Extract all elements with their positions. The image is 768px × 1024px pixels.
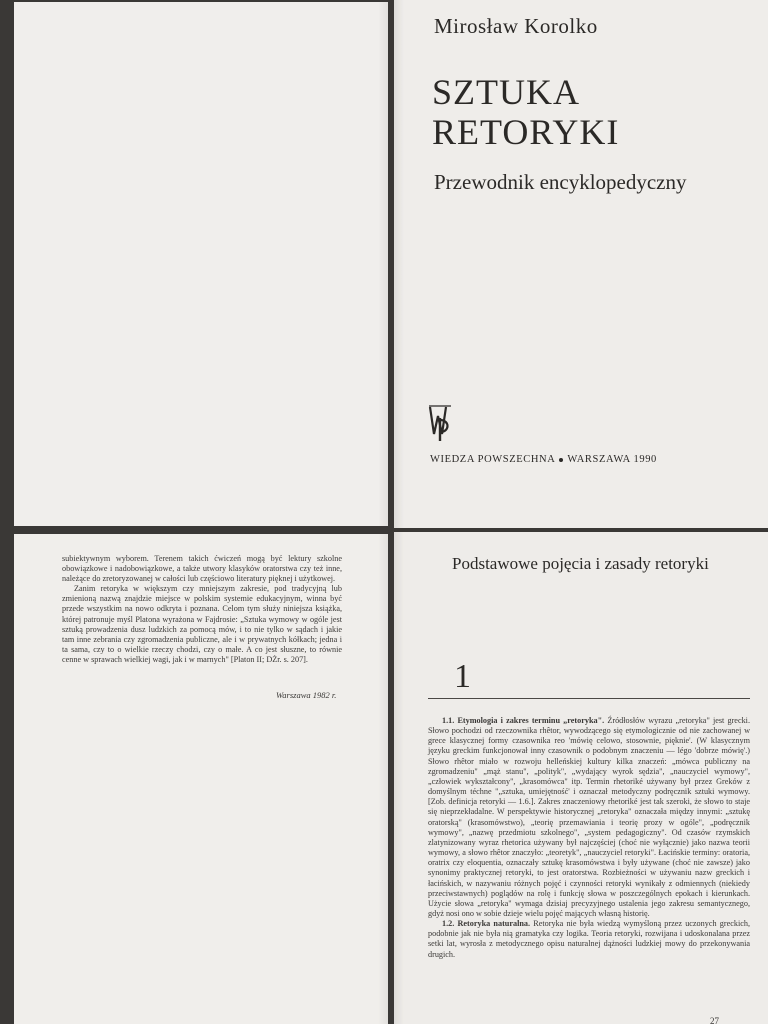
section-heading: 1.2. Retoryka naturalna.: [442, 919, 531, 929]
wp-logo-svg: [428, 404, 452, 442]
chapter-page: [394, 532, 768, 1024]
chapter-heading: Podstawowe pojęcia i zasady retoryki: [452, 554, 709, 573]
book-title-line2: RETORYKI: [432, 112, 620, 152]
page-gutter-shadow: [394, 0, 404, 528]
chapter-body: [428, 716, 750, 960]
separator-dot-icon: [559, 458, 563, 462]
preface-paragraph: Zanim retoryka w większym czy mniejszym zakresie, pod tradycyjną lub zmienioną nazwą znajdzie miejsce w polskim systemie edukacyjnym, winna być przede wszystkim na nowo odkryta i poznana. Celom tym służy niniejsza książka, której patronuje myśl Platona wyrażona w Fajdrosie: „Sztuka wymowy w ogóle jest sztuką prowadzenia dusz ludzkich za pomocą mów, i to nie tylko w sądach i jakie tam inne zebrania czy zgromadzenia publiczne, ale i w prywatnych kółkach; jedna i ta sama, czy to o wielkie rzeczy chodzi, czy o małe. A co jest słuszne, to równie cenne w sprawach wielkiej wagi, jak i w marnych" [Platon II; DŻr. s. 207].: [62, 584, 342, 664]
book-title: [432, 72, 619, 152]
title-page: [394, 0, 768, 528]
publisher-line: [430, 454, 657, 465]
preface-paragraph: subiektywnym wyborem. Terenem takich ćwiczeń mogą być lektury szkolne obowiązkowe i nadobowiązkowe, a także utwory klasyków oratorstwa czy też inne, należące do zretoryzowanej w całości lub częściowo literatury pięknej i użytkowej.: [62, 554, 342, 584]
section-text: Retoryka nie była wiedzą wymyśloną przez uczonych greckich, podobnie jak nie była nią gramatyka czy logika. Teoria retoryki, rozwijana i udoskonalana przez setki lat, wyrosła z metodycznego opisu naturalnej dążności ludzkiej mowy do przekonywania drugich.: [428, 919, 750, 959]
section-paragraph: [428, 919, 750, 960]
wp-publisher-logo-icon: [428, 404, 452, 447]
page-gutter-shadow: [378, 2, 388, 526]
section-text: Źródłosłów wyrazu „retoryka" jest grecki. Słowo pochodzi od rzeczownika rhêtor, wywodzącego się etymologicznie od nie zachowanej w grece klasycznej formy czasownika reo 'mówię celowo, stosownie, pięknie'. (W klasycznym języku greckim funkcjonował inny czasownik o podobnym znaczeniu — légo 'dobrze mówię'.) Słowo rhêtor miało w rozwoju helleńskiej kultury kilka znaczeń: „mówca publiczny na zgromadzeniu" „mąż stanu", „polityk", „wydający wyrok sędzia", „nauczyciel wymowy", „człowiek wykształcony", „krasomówca" itp. Termin rhetoriké używany był przez Greków z domyślnym téchne "„sztuka, umiejętność' i oznaczał metodyczny podręcznik sztuki wymowy. [Zob. definicja retoryki — 1.6.]. Zakres znaczeniowy rhetoriké jest tak szeroki, że słowo to staje się nieprzekładalne. W perspektywie historycznej „retoryka" oznaczała między innymi: „sztukę oratorską" (krasomówstwo), „teorię przemawiania i teorię prozy w ogóle", „podręcznik wymowy", „nazwę przedmiotu szkolnego", „system pedagogiczny". Od czasów rzymskich zlatynizowany wyraz rhetorica używany był najczęściej (choć nie wyłącznie) jako nazwa teorii wymowy, a słowo rhêtor znaczyło: „teoretyk", „nauczyciel retoryki". Łacińskie terminy: oratoria, oratrix czy eloquentia, oznaczały sztukę krasomówstwa i były używane (choć nie zawsze) jako synonimy praktycznej retoryki, to jest oratorstwa. Rozbieżności w używaniu nazw greckich i łacińskich, w nazywaniu różnych pojęć i czynności retoryki wynikały z odmiennych (niekiedy przeciwstawnych) poglądów na rolę i funkcję słowa w poszczególnych epokach i kierunkach. Użycie słowa „retoryka" wymaga dzisiaj precyzyjnego ustalenia jego zakresu semantycznego, gdyż nosi ono w sobie dzieje wielu pojęć mających własną historię.: [428, 716, 750, 918]
section-paragraph: [428, 716, 750, 919]
preface-signature: Warszawa 1982 r.: [276, 690, 337, 700]
publisher-name: WIEDZA POWSZECHNA: [430, 454, 556, 465]
page-gutter-shadow: [378, 534, 388, 1024]
page-gutter-shadow: [394, 532, 404, 1024]
preface-text: [62, 554, 342, 665]
blank-verso-page: [14, 2, 388, 526]
book-title-line1: SZTUKA: [432, 72, 580, 112]
preface-page: [14, 534, 388, 1024]
author-name: Mirosław Korolko: [434, 14, 598, 38]
book-subtitle: Przewodnik encyklopedyczny: [434, 170, 687, 194]
chapter-divider: [428, 698, 750, 699]
page-number: 27: [710, 1016, 719, 1024]
section-heading: 1.1. Etymologia i zakres terminu „retoryka".: [442, 716, 605, 725]
chapter-number: 1: [454, 658, 471, 695]
publisher-city-year: WARSZAWA 1990: [567, 454, 657, 465]
